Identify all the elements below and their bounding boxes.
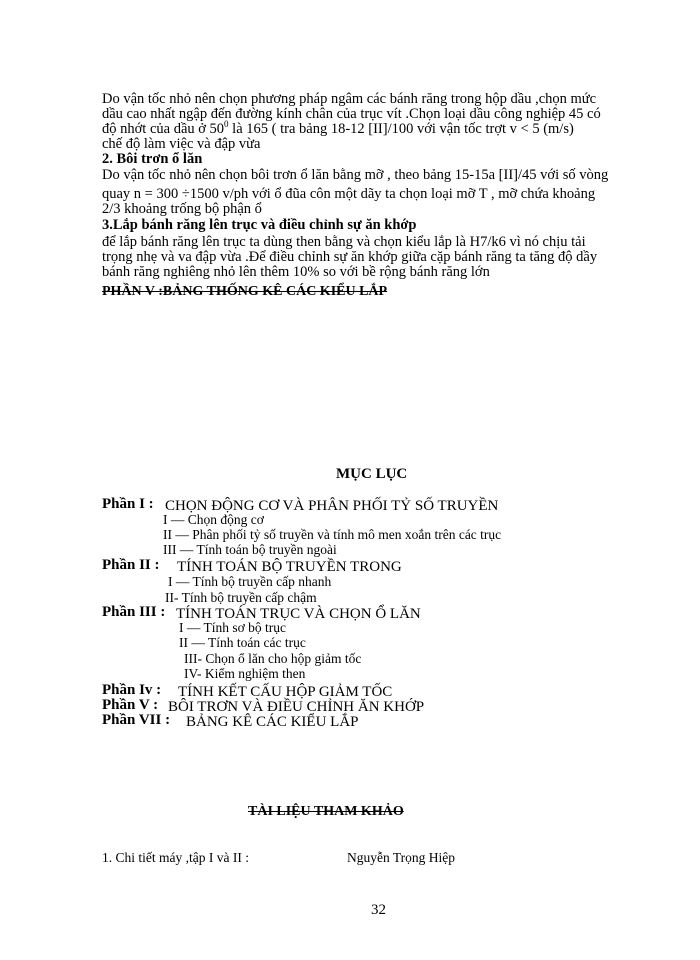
para-oil-line-3 xyxy=(102,119,574,137)
toc-title: MỤC LỤC xyxy=(336,466,408,482)
para-bearing-line-3: 2/3 khoảng trống bộ phận ổ xyxy=(102,201,262,217)
toc-part-3-title: TÍNH TOÁN TRỤC VÀ CHỌN Ổ LĂN xyxy=(176,606,421,622)
toc-part-3-label: Phần III : xyxy=(102,604,166,620)
toc-part-3-item-4: IV- Kiểm nghiệm then xyxy=(184,666,306,681)
toc-part-5-label: Phần V : xyxy=(102,697,159,713)
toc-part-4-title: TÍNH KẾT CẤU HỘP GIẢM TỐC xyxy=(178,684,393,700)
toc-part-2-item-2: II- Tính bộ truyền cấp chậm xyxy=(165,590,317,605)
toc-part-2-label: Phần II : xyxy=(102,557,160,573)
toc-part-1-item-2: II — Phân phối tỷ số truyền và tính mô men xoắn trên các trục xyxy=(163,527,502,542)
toc-part-2-title: TÍNH TOÁN BỘ TRUYỀN TRONG xyxy=(177,559,402,575)
toc-part-1-item-3: III — Tính toán bộ truyền ngoài xyxy=(163,542,337,557)
heading-gear-mounting: 3.Lắp bánh răng lên trục và điều chỉnh sự ăn khớp xyxy=(102,217,417,233)
toc-part-3-item-1: I — Tính sơ bộ trục xyxy=(179,620,287,635)
para-gear-line-2: trọng nhẹ và va đập vừa .Để điều chỉnh sự ăn khớp giữa cặp bánh răng ta tăng độ dầy xyxy=(102,249,598,265)
references-title-struck: TÀI LIỆU THAM KHẢO xyxy=(248,804,404,819)
toc-part-1-title: CHỌN ĐỘNG CƠ VÀ PHÂN PHỐI TỶ SỐ TRUYỀN xyxy=(165,498,499,514)
para-oil-line-3b: là 165 ( tra bảng 18-12 [II]/100 với vận tốc trợt v < 5 (m/s) xyxy=(228,121,574,137)
para-gear-line-3: bánh răng nghiêng nhỏ lên thêm 10% so với bề rộng bánh răng lớn xyxy=(102,264,490,280)
toc-part-1-item-1: I — Chọn động cơ xyxy=(163,512,264,527)
para-oil-line-2: dầu cao nhất ngập đến đường kính chân của trục vít .Chọn loại dầu công nghiệp 45 có xyxy=(102,106,601,122)
degree-superscript: 0 xyxy=(224,119,229,130)
toc-part-7-title: BẢNG KÊ CÁC KIỂU LẮP xyxy=(186,714,359,730)
toc-part-4-label: Phần Iv : xyxy=(102,682,162,698)
para-bearing-line-2: quay n = 300 ÷1500 v/ph với ổ đũa côn một dãy ta chọn loại mỡ T , mỡ chứa khoảng xyxy=(102,186,596,202)
toc-part-5-title: BÔI TRƠN VÀ ĐIỀU CHỈNH ĂN KHỚP xyxy=(168,699,425,715)
toc-part-3-item-3: III- Chọn ổ lăn cho hộp giảm tốc xyxy=(184,651,362,666)
para-oil-line-1: Do vận tốc nhỏ nên chọn phương pháp ngâm các bánh răng trong hộp dầu ,chọn mức xyxy=(102,91,597,107)
para-bearing-line-1: Do vận tốc nhỏ nên chọn bôi trơn ổ lăn bằng mỡ , theo bảng 15-15a [II]/45 với số vòng xyxy=(102,167,609,183)
para-gear-line-1: để lắp bánh răng lên trục ta dùng then bằng và chọn kiểu lắp là H7/k6 vì nó chịu tải xyxy=(102,234,586,250)
page-number: 32 xyxy=(371,902,386,918)
toc-part-7-label: Phần VII : xyxy=(102,712,171,728)
heading-bearing-lubrication: 2. Bôi trơn ổ lăn xyxy=(102,151,203,167)
reference-author-1: Nguyễn Trọng Hiệp xyxy=(347,850,456,865)
toc-part-1-label: Phần I : xyxy=(102,496,154,512)
para-oil-line-3a: độ nhớt của dầu ở 50 xyxy=(102,121,225,137)
toc-part-3-item-2: II — Tính toán các trục xyxy=(179,635,306,650)
toc-part-2-item-1: I — Tính bộ truyền cấp nhanh xyxy=(168,574,332,589)
para-oil-line-4: chế độ làm việc và đập vừa xyxy=(102,136,261,152)
reference-item-1: 1. Chi tiết máy ,tập I và II : xyxy=(102,850,249,865)
part-5-heading-struck: PHẦN V :BẢNG THỐNG KÊ CÁC KIỂU LẮP xyxy=(102,284,388,299)
